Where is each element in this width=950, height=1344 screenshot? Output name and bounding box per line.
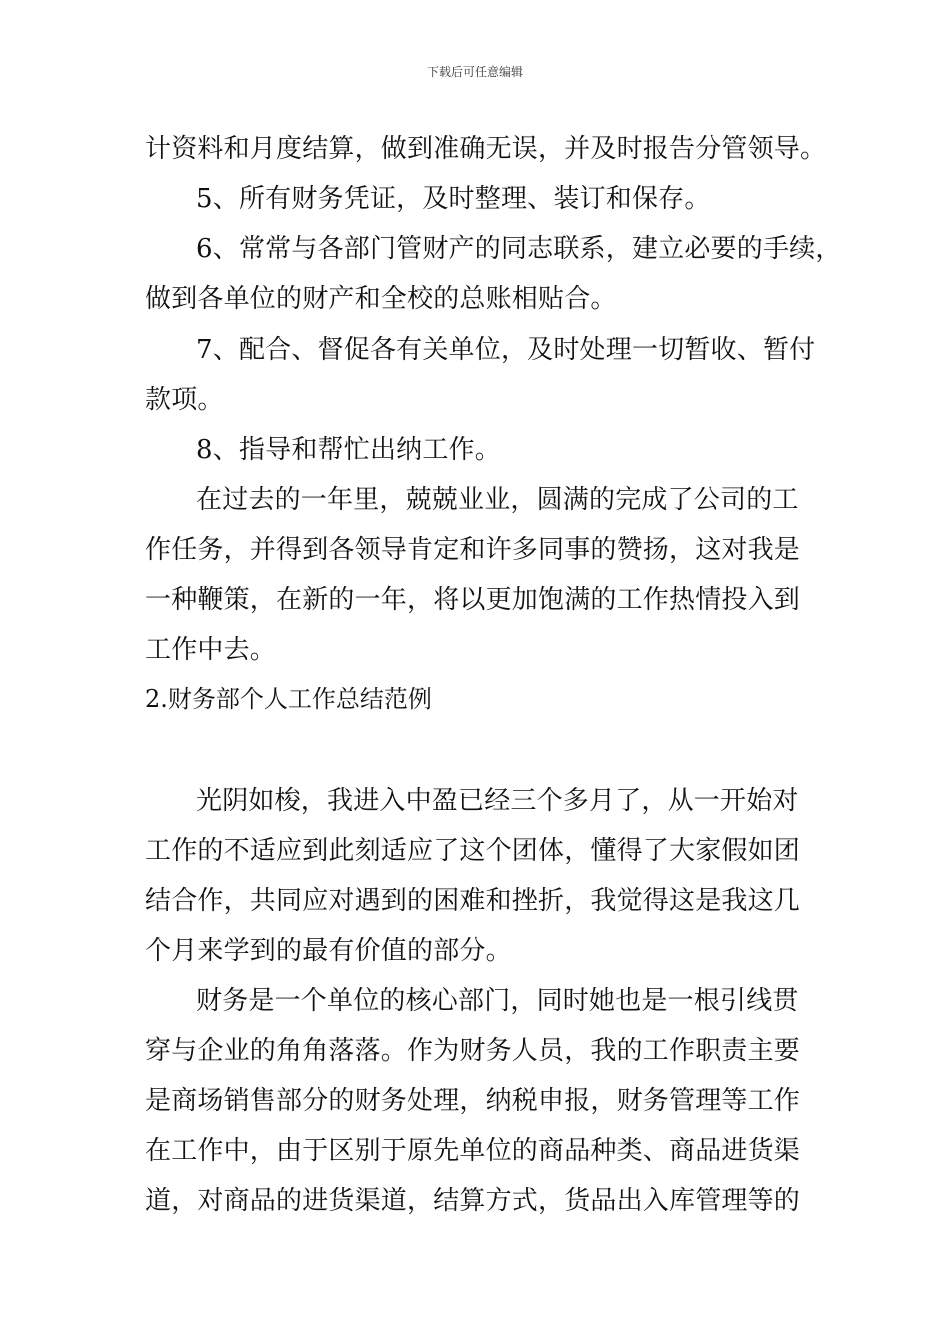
text-line-10: 一种鞭策，在新的一年，将以更加饱满的工作热情投入到 — [145, 585, 801, 615]
text-line-2: 5、所有财务凭证，及时整理、装订和保存。 — [196, 184, 711, 214]
text-line-16: 财务是一个单位的核心部门，同时她也是一根引线贯 — [196, 986, 799, 1016]
text-line-11: 工作中去。 — [145, 635, 277, 665]
text-line-3: 6、常常与各部门管财产的同志联系，建立必要的手续， — [196, 234, 842, 264]
text-line-15: 个月来学到的最有价值的部分。 — [145, 936, 512, 966]
text-line-7: 8、指导和帮忙出纳工作。 — [196, 435, 501, 465]
text-line-12: 光阴如梭，我进入中盈已经三个多月了，从一开始对 — [196, 786, 799, 816]
text-line-17: 穿与企业的角角落落。作为财务人员，我的工作职责主要 — [145, 1036, 801, 1066]
section-heading: 2.财务部个人工作总结范例 — [145, 685, 432, 713]
text-line-19: 在工作中，由于区别于原先单位的商品种类、商品进货渠 — [145, 1136, 801, 1166]
text-line-6: 款项。 — [145, 385, 224, 415]
text-line-18: 是商场销售部分的财务处理，纳税申报，财务管理等工作 — [145, 1086, 801, 1116]
text-line-14: 结合作，共同应对遇到的困难和挫折，我觉得这是我这几 — [145, 886, 801, 916]
text-line-4: 做到各单位的财产和全校的总账相贴合。 — [145, 284, 617, 314]
text-line-8: 在过去的一年里，兢兢业业，圆满的完成了公司的工 — [196, 485, 799, 515]
text-line-20: 道，对商品的进货渠道，结算方式，货品出入库管理等的 — [145, 1186, 801, 1216]
text-line-5: 7、配合、督促各有关单位，及时处理一切暂收、暂付 — [196, 335, 816, 365]
page-header: 下载后可任意编辑 — [426, 65, 523, 79]
text-line-1: 计资料和月度结算，做到准确无误，并及时报告分管领导。 — [145, 134, 827, 164]
text-line-9: 作任务，并得到各领导肯定和许多同事的赞扬，这对我是 — [145, 535, 801, 565]
text-line-13: 工作的不适应到此刻适应了这个团体，懂得了大家假如团 — [145, 836, 801, 866]
